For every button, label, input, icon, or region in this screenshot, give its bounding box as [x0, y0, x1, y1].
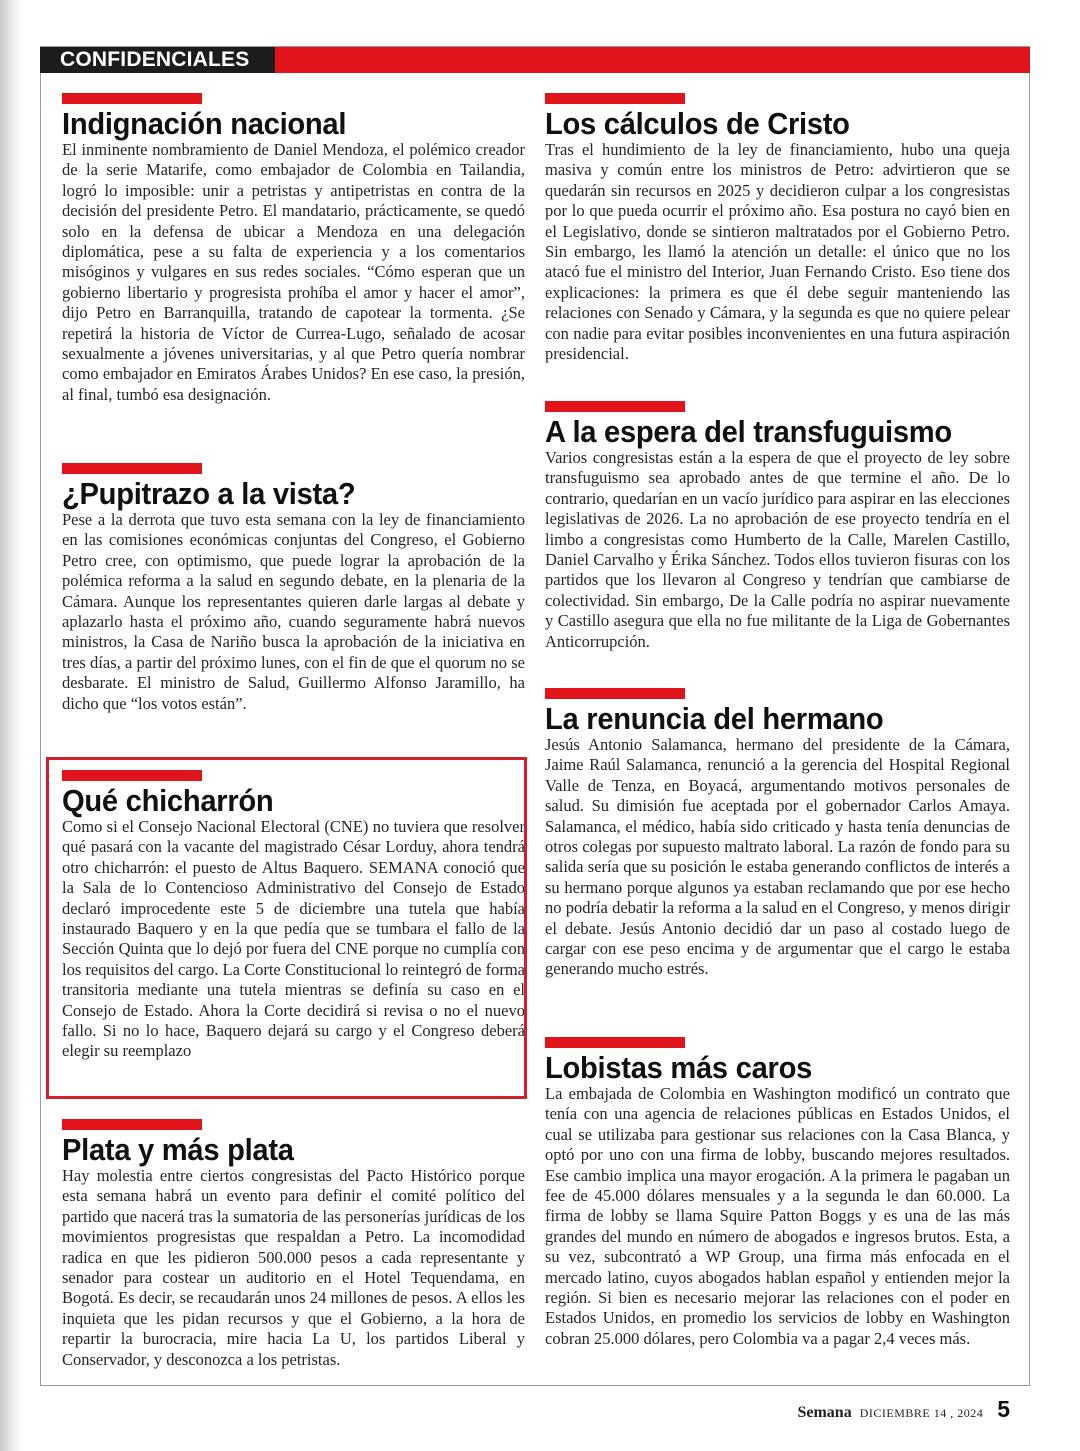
article-headline: La renuncia del hermano	[545, 701, 884, 736]
article-body: Jesús Antonio Salamanca, hermano del presidente de la Cámara, Jaime Raúl Salamanca, renunció a la gerencia del Hospital Regional Valle de Tenza, en Boyacá, argumentando motivos personales de salud. Su dimisión fue aceptada por el gobernador Carlos Amaya. Salamanca, el médico, había sido criticado y hasta tenía denuncias de otros colegas por supuesto maltrato laboral. La razón de fondo para su salida sería que su posición le estaba generando conflictos de interés a su hermano porque algunos ya estaban reclamando que por ese hecho no podría debatir la reforma a la salud en el Congreso, y menos dirigir el debate. Jesús Antonio decidió dar un paso al costado luego de cargar con ese peso encima y de argumentar que el cargo le estaba generando mucho estrés.	[545, 735, 1010, 979]
article-headline: ¿Pupitrazo a la vista?	[62, 476, 356, 511]
article-headline: Plata y más plata	[62, 1132, 294, 1167]
article-body: Pese a la derrota que tuvo esta semana con la ley de financiamiento en las comisiones económicas conjuntas del Congreso, el Gobierno Petro cree, con optimismo, que puede lograr la aprobación de la polémica reforma a la salud en segundo debate, en la plenaria de la Cámara. Aunque los representantes quieren darle largas al debate y aplazarlo hasta el próximo año, cuando seguramente habrá nuevos ministros, la Casa de Nariño busca la aprobación de la iniciativa en tres días, a partir del próximo lunes, con el fin de que el quorum no se desbarate. El ministro de Salud, Guillermo Alfonso Jaramillo, ha dicho que “los votos están”.	[62, 510, 525, 713]
article-body: La embajada de Colombia en Washington modificó un contrato que tenía con una agencia de relaciones públicas en Estados Unidos, el cual se utilizaba para gestionar sus relaciones con la Casa Blanca, y optó por uno con una firma de lobby, buscando mejores resultados. Ese cambio implica una mayor erogación. A la primera le pagaban un fee de 45.000 dólares mensuales y a la segunda le dan 60.000. La firma de lobby se llama Squire Patton Boggs y es una de las más grandes del mundo en número de abogados e ingresos brutos. Esta, a su vez, subcontrató a WP Group, una firma más enfocada en el mercado latino, cuyos abogados hablan español y entienden mejor la región. Si bien es necesario mejorar las relaciones con el poder en Estados Unidos, en promedio los servicios de lobby en Washington cobran 25.000 dólares, pero Colombia va a pagar 2,4 veces más.	[545, 1084, 1010, 1348]
article-headline: Los cálculos de Cristo	[545, 106, 850, 141]
article-red-bar	[62, 93, 202, 104]
article-red-bar	[545, 688, 685, 699]
article-red-bar	[545, 1037, 685, 1048]
article-red-bar	[62, 463, 202, 474]
article-body: Como si el Consejo Nacional Electoral (CNE) no tuviera que resolver qué pasará con la vacante del magistrado César Lorduy, ahora tendrá otro chicharrón: el puesto de Altus Baquero. SEMANA conoció que la Sala de lo Contencioso Administrativo del Consejo de Estado declaró improcedente este 5 de diciembre una tutela que había instaurado Baquero y en la que pedía que se tumbara el fallo de la Sección Quinta que lo dejó por fuera del CNE porque no cumplía con los requisitos del cargo. La Corte Constitucional lo reintegró de forma transitoria mediante una tutela mientras se definía su caso en el Consejo de Estado. Ahora la Corte decidirá si revisa o no el nuevo fallo. Si no lo hace, Baquero dejará su cargo y el Congreso deberá elegir su reemplazo	[62, 817, 525, 1061]
page-footer	[797, 1396, 1010, 1423]
footer-date: DICIEMBRE 14 , 2024	[859, 1406, 984, 1420]
article-headline: Indignación nacional	[62, 106, 347, 141]
footer-brand: Semana	[797, 1404, 852, 1421]
article-red-bar	[545, 401, 685, 412]
article-body: Varios congresistas están a la espera de que el proyecto de ley sobre transfuguismo sea aprobado antes de que termine el año. De lo contrario, quedarían en un vacío jurídico para aspirar en las elecciones legislativas de 2026. La no aprobación de ese proyecto tendría en el limbo a congresistas como Humberto de la Calle, Marelen Castillo, Daniel Carvalho y Érika Sánchez. Todos ellos tuvieron fisuras con los partidos que los llevaron al Congreso y tendrían que cambiarse de colectividad. Sin embargo, De la Calle podría no aspirar nuevamente y Castillo asegura que ella no fue militante de la Liga de Gobernantes Anticorrupción.	[545, 448, 1010, 651]
page-number: 5	[997, 1396, 1010, 1422]
article-headline: Lobistas más caros	[545, 1050, 813, 1085]
page-edge-shadow	[0, 0, 22, 1451]
article-headline: Qué chicharrón	[62, 783, 274, 818]
highlight-box	[46, 757, 527, 1099]
section-banner	[40, 47, 1030, 73]
article-red-bar	[62, 1119, 202, 1130]
article-red-bar	[545, 93, 685, 104]
article-body: Hay molestia entre ciertos congresistas del Pacto Histórico porque esta semana habrá un evento para definir el comité político del partido que nacerá tras la sumatoria de las personerías jurídicas de los movimientos progresistas que respaldan a Petro. La incomodidad radica en que les pidieron 500.000 pesos a cada representante y senador para costear un auditorio en el Hotel Tequendama, en Bogotá. Es decir, se recaudarán unos 24 millones de pesos. A ellos les inquieta que les pidan recursos y que el Gobierno, a la hora de repartir la burocracia, mire hacia La U, los partidos Liberal y Conservador, y desconozca a los petristas.	[62, 1166, 525, 1369]
section-label-block	[40, 47, 275, 73]
article-headline: A la espera del transfuguismo	[545, 414, 952, 449]
section-label: CONFIDENCIALES	[60, 48, 250, 71]
article-body: El inminente nombramiento de Daniel Mendoza, el polémico creador de la serie Matarife, como embajador de Colombia en Tailandia, logró lo imposible: unir a petristas y antipetristas en contra de la decisión del presidente Petro. El mandatario, prácticamente, se quedó solo en la defensa de ubicar a Mendoza en una delegación diplomática, pese a su falta de experiencia y a los comentarios misóginos y vulgares en sus redes sociales. “Cómo esperan que un gobierno libertario y progresista prohíba el amor y hacer el amor”, dijo Petro en Barranquilla, tratando de capotear la tormenta. ¿Se repetirá la historia de Víctor de Currea-Lugo, señalado de acosar sexualmente a jóvenes universitarias, y al que Petro quería nombrar como embajador en Emiratos Árabes Unidos? En ese caso, la presión, al final, tumbó esa designación.	[62, 140, 525, 404]
article-body: Tras el hundimiento de la ley de financiamiento, hubo una queja masiva y común entre los ministros de Petro: advirtieron que se quedarán sin recursos en 2025 y decidieron culpar a los congresistas por lo que pueda ocurrir el próximo año. Esa postura no cayó bien en el Legislativo, donde se sintieron maltratados por el Gobierno Petro. Sin embargo, les llamó la atención un detalle: el único que no los atacó fue el ministro del Interior, Juan Fernando Cristo. Eso tiene dos explicaciones: la primera es que él debe seguir manteniendo las relaciones con Senado y Cámara, y la segunda es que no quiere pelear con nadie para evitar posibles inconvenientes en una futura aspiración presidencial.	[545, 140, 1010, 364]
